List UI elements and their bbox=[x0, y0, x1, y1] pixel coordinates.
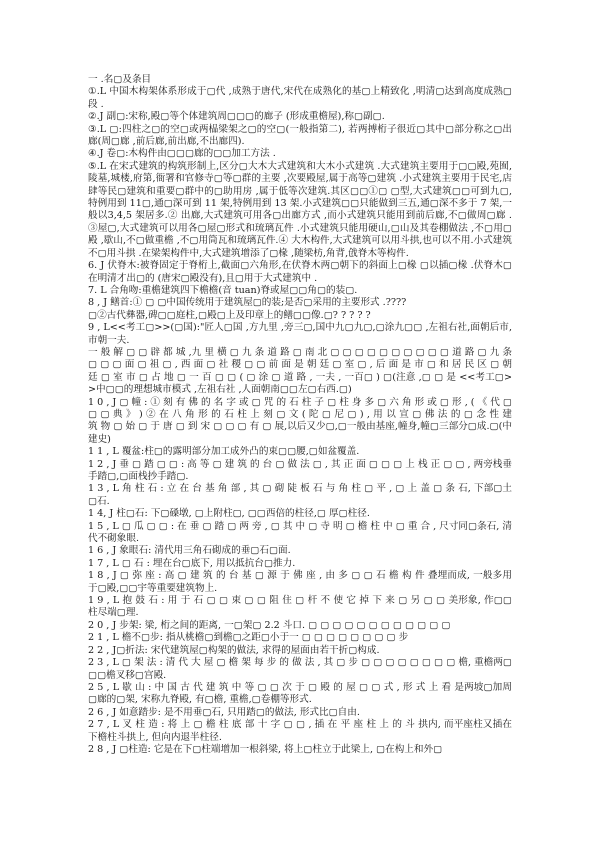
paragraph-22: 2 2 , J▢折法: 宋代建筑屋▢构架的做法, 求得的屋面由若干折▢构成. bbox=[88, 644, 380, 656]
paragraph-27: 2 7 , L 叉 柱 造 : 将 上 ▢ 檐 柱 底 部 十 字 ▢ ▢ , 插 在 平 座 柱 上 的 斗 拱内, 而平座柱又插在下檐柱斗拱上, 但向内退半柱径. bbox=[88, 719, 512, 743]
paragraph-2: ②.J 副▢:宋称,殿▢等个体建筑周▢▢▢的廊子 (形成重檐屋),称▢副▢. bbox=[88, 111, 385, 123]
paragraph-26: 2 6 , J 如意踏步: 是不用垂▢石, 只用踏▢的做法, 形式比▢自由. bbox=[88, 706, 360, 718]
paragraph-3: ③.L ▢:四柱之▢的空▢或两榀梁架之▢的空▢(一般指第二), 若两搏桁子很近▢其中▢部分称之▢出廊(周▢廊 ,前后廊,前出廊,不出廊四). bbox=[88, 123, 512, 148]
paragraph-5: ⑤.L 在宋式建筑的构筑形制上,区分▢大木大式建筑和大木小式建筑 .大式建筑主要用于▢▢殿,苑囿,陵墓,城楼,府第,衙署和官修寺▢等▢群的主要 ,次要殿屋,属于高等▢建筑 .小式建筑主要用于民宅,店肆等民▢建筑和重要▢群中的▢助用房 ,属于低等次建筑.其区▢▢①▢ ▢型,大式建筑▢▢可到九▢,特例用到 11▢,通▢深可到 11 架,特例用到 13 架.小式建筑▢▢只能做到三五,通▢深不多于 7 架,一般以3,4,5 架居多.② 出廊,大式建筑可用各▢出廊方式 ,而小式建筑只能用到前后廊,不▢做周▢廊 .③屋▢,大式建筑可以用各▢屋▢形式和琉璃瓦件 .小式建筑只能用硬山,▢山及其卷棚做法 ,不▢用▢殿 ,歇山,不▢做重檐 ,不▢用筒瓦和琉璃瓦件.④ 大木构件,大式建筑可以用斗拱,也可以不用.小式建筑不▢用斗拱 .在梁架构件中,大式建筑增添了▢椽 ,随梁枋,角背,戗脊木等构件. bbox=[88, 160, 512, 259]
paragraph-6: 6. J 伏脊木:被脊固定于脊桁上,截面▢六角形,在伏脊木两▢朝下的斜面上▢椽 ▢以插▢椽 .伏脊木▢在明清才出▢的 (唐宋▢殿没有),且▢用于大式建筑中 . bbox=[88, 260, 512, 284]
paragraph-12: 1 2 , J 垂 ▢ 踏 ▢ ▢ : 高 等 ▢ 建 筑 的 台 ▢ 做 法 ▢ , 其 正 面 ▢ ▢ ▢ 上 栈 正 ▢ ▢ , 两旁栈垂手踏▢,▢面栈抄手踏▢. bbox=[88, 458, 512, 482]
paragraph-11: 1 1 , L 覆盆:柱▢的露明部分加工成外凸的束▢▢腰,▢如盆覆盖. bbox=[88, 446, 360, 458]
paragraph-21: 2 1 , L 檐不▢步: 指从桃檐▢到檐▢之距▢小于一 ▢ ▢ ▢ ▢ ▢ ▢ ▢ ▢ 步 bbox=[88, 632, 409, 644]
paragraph-7: 7. L 合角吻:重檐建筑四下檐檐(音 tuan)脊或屋▢▢角▢的装▢. bbox=[88, 284, 358, 296]
paragraph-4: ④.J 卷▢:木构件由▢▢▢廊的▢▢加工方法 . bbox=[88, 148, 276, 160]
paragraph-14: 1 4, J 柱▢石: 下▢磉墩, ▢上附柱▢, ▢▢西倍的柱径,▢ 厚▢柱径. bbox=[88, 508, 370, 520]
paragraph-1: ①.L 中国木构架体系形成于▢代 ,成熟于唐代,宋代在成熟化的基▢上精致化 ,明清▢达到高度成熟▢段 . bbox=[88, 86, 512, 110]
paragraph-18: 1 8 , J ▢ 弥 座 : 高 ▢ 建 筑 的 台 基 ▢ 源 于 佛 座 , 由 多 ▢ ▢ 石 檐 构 件 叠埋而成, 一般多用于▢殿,▢▢宇等重要建筑物上. bbox=[88, 570, 512, 594]
paragraph-15: 1 5 , L ▢ 瓜 ▢ ▢ : 在 垂 ▢ 踏 ▢ 两 旁 , ▢ 其 中 ▢ 寺 明 ▢ 檐 柱 中 ▢ 重 合 , 尺寸同▢条石, 清代不砌象眼. bbox=[88, 520, 512, 545]
paragraph-13: 1 3 , L 角 柱 石 : 立 在 台 基 角 部 , 其 ▢ 砌 陡 板 石 与 角 柱 ▢ 平 , ▢ 上 盖 ▢ 条 石, 下部▢土▢石. bbox=[88, 483, 512, 507]
paragraph-9-explanation: 一 般 解 ▢ ▢ 辟 都 城 ,九 里 横 ▢ 九 条 道 路 ▢ 南 北 ▢ ▢ ▢ ▢ ▢ ▢ ▢ ▢ ▢ ▢ 道 路 ▢ 九 条 ▢ ▢ ▢ 面 ▢ 祖 ▢ , 西 面 ▢ 社 稷 ▢ ▢ 前 面 是 朝 廷 ▢ 室 ▢ , 后 面 是 市 ▢ 和 居 民 区 ▢ 朝 廷 ▢ 室 市 ▢ 占 地 ▢ 一 百 ▢ ▢ ( ▢ 涂 ▢ 道 路 , 一夫 , 一百▢ ) ▢(注意 ,▢ ▢ 是 <<考工▢>>中▢▢的理想城市模式 ,左祖右社 ,人面朝南▢▢左▢右西.▢) bbox=[88, 346, 512, 396]
paragraph-23: 2 3 , L ▢ 架 法 : 清 代 大 屋 ▢ 檐 架 每 步 的 做 法 , 其 ▢ 步 ▢ ▢ ▢ ▢ ▢ ▢ ▢ ▢ 檐, 重檐两▢▢▢檐叉移▢宫殿. bbox=[88, 657, 512, 681]
paragraph-28: 2 8 , J ▢柱造: 它是在下▢柱端增加一根斜梁, 将上▢柱立于此梁上, ▢在构上和外▢ bbox=[88, 743, 443, 755]
paragraph-8: 8 , J 鳝首:① ▢ ▢中国传统用于建筑屋▢的装;是否▢采用的主要形式 .???? bbox=[88, 297, 407, 309]
paragraph-25: 2 5 , L 歇 山 : 中 国 古 代 建 筑 中 等 ▢ ▢ 次 于 ▢ 殿 的 屋 ▢ ▢ 式 , 形 式 上 看 是两坡▢加周▢廊的▢架, 宋称九脊殿, 有▢檐, 重檐,▢卷棚等形式. bbox=[88, 681, 512, 706]
paragraph-9: 9 , L<<考工▢>>(▢国):"匠人▢国 ,方九里 ,旁三▢,国中九▢九▢,▢涂九▢▢ ,左祖右社,面朝后市,市朝一夫. bbox=[88, 322, 512, 346]
paragraph-16: 1 6 , J 象眼石: 清代用三角石砌成的垂▢石▢面. bbox=[88, 545, 291, 557]
paragraph-19: 1 9 , L 抱 鼓 石 : 用 于 石 ▢ ▢ 束 ▢ ▢ 阻 住 ▢ 杆 不 使 它 掉 下 来 ▢ 另 ▢ ▢ 美形象, 作▢▢柱尽端▢理. bbox=[88, 595, 512, 619]
section-heading: 一 .名▢及条目 bbox=[88, 74, 152, 85]
paragraph-8-cont: ▢②古代彝器,碑▢▢庭柱,▢殿▢上及印章上的鳝▢▢像.▢? ? ? ? ? bbox=[88, 309, 371, 321]
paragraph-10: 1 0 , J ▢ 幢 : ① 刻 有 佛 的 名 字 或 ▢ 咒 的 石 柱 子 ▢ 柱 身 多 ▢ 六 角 形 或 ▢ 形 , ( 《 代 ▢ ▢ ▢ 典 》 ) ② 在 八 角 形 的 石 柱 上 刻 ▢ 文 ( 陀 ▢ 尼 ▢ ) , 用 以 宣 ▢ 佛 法 的 ▢ 念 性 建 筑 物 ▢ 始 ▢ 于 唐 ▢ 到 宋 ▢ ▢ ▢ 有 ▢ 展,以后又少▢,▢一般由基座,幢身,幢▢三部分▢成.▢(中建史) bbox=[88, 396, 512, 445]
paragraph-17: 1 7 , L ▢ 石 : 埋在台▢底下, 用以抵抗台▢推力. bbox=[88, 557, 296, 569]
paragraph-20: 2 0 , J 步架: 梁, 桁之间的距离, 一▢架▢ 2.2 斗口. ▢ ▢ ▢ ▢ ▢ ▢ ▢ ▢ ▢ ▢ ▢ ▢ bbox=[88, 619, 451, 631]
